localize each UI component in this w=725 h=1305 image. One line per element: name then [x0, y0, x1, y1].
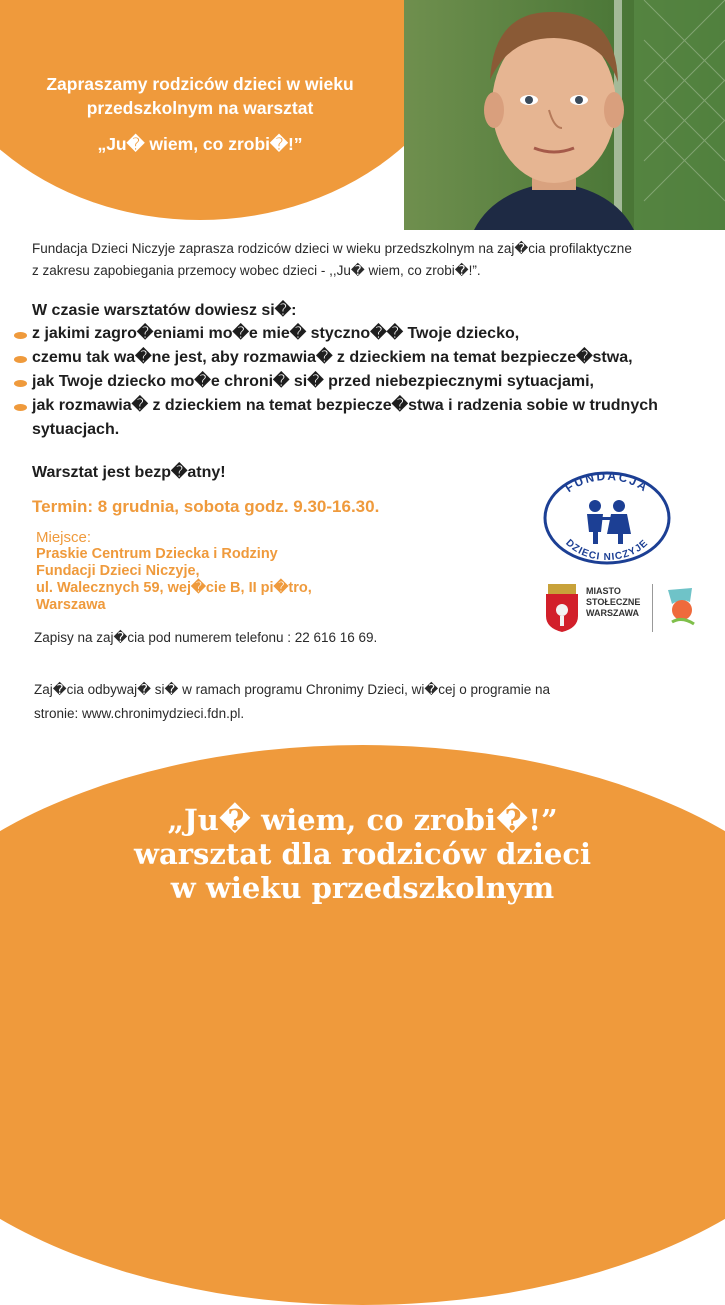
- list-item: [14, 370, 714, 394]
- fundacja-dzieci-niczyje-logo: [541, 470, 673, 566]
- free-workshop-text: Warsztat jest bezp�atny!: [32, 464, 226, 481]
- footer-line-3: w wieku przedszkolnym: [170, 871, 555, 905]
- list-item: [14, 394, 714, 442]
- header-quote: „Ju� wiem, co zrobi�!”: [97, 134, 303, 154]
- city-line-2: STOŁECZNE: [586, 597, 641, 607]
- city-name-text: [586, 586, 640, 619]
- boy-portrait-image: [404, 0, 725, 230]
- learn-list: [14, 322, 714, 442]
- place-label: Miejsce:: [36, 529, 92, 546]
- footer-line-1: „Ju� wiem, co zrobi�!”: [167, 803, 558, 837]
- program-line-2: stronie: www.chronimydzieci.fdn.pl.: [34, 706, 245, 721]
- logo-top-text: FUNDACJA: [562, 470, 652, 496]
- intro-line-2: z zakresu zapobiegania przemocy wobec dzieci - ,,Ju� wiem, co zrobi�!”.: [32, 263, 481, 278]
- warszawa-city-logo: [540, 580, 710, 636]
- intro-line-1: Fundacja Dzieci Niczyje zaprasza rodziców dzieci w wieku przedszkolnym na zaj�cia profilaktyczne: [32, 241, 632, 256]
- learn-heading: W czasie warsztatów dowiesz si�:: [32, 302, 297, 319]
- city-line-3: WARSZAWA: [586, 608, 639, 618]
- program-line-1: Zaj�cia odbywaj� si� w ramach programu Chronimy Dzieci, wi�cej o programie na: [34, 682, 551, 697]
- list-item-text: z jakimi zagro�eniami mo�e mie� styczno�� Twoje dziecko,: [32, 325, 520, 342]
- signup-phone-text: Zapisy na zaj�cia pod numerem telefonu : 22 616 16 69.: [34, 630, 378, 645]
- place-line-3: ul. Walecznych 59, wej�cie B, II pi�tro,: [36, 580, 312, 596]
- orange-bullet-icon: [14, 380, 27, 387]
- termin-date: Termin: 8 grudnia, sobota godz. 9.30-16.30.: [32, 497, 380, 516]
- orange-bullet-icon: [14, 332, 27, 339]
- place-line-4: Warszawa: [36, 597, 106, 613]
- boy-photo: [404, 0, 725, 230]
- program-info: [34, 678, 634, 726]
- list-item-text: jak Twoje dziecko mo�e chroni� si� przed niebezpiecznymi sytuacjami,: [32, 373, 594, 390]
- logo-bottom-text: DZIECI NICZYJE: [563, 537, 651, 564]
- place-address: [36, 546, 312, 614]
- program-mascot-icon: [662, 586, 702, 630]
- footer-line-2: warsztat dla rodziców dzieci: [133, 837, 592, 871]
- warsaw-coat-of-arms-icon: [542, 582, 582, 634]
- list-item-text: jak rozmawia� z dzieckiem na temat bezpiecze�stwa i radzenia sobie w trudnych sytuacjach.: [32, 397, 658, 438]
- header-line-2: przedszkolnym na warsztat: [86, 98, 314, 118]
- orange-bullet-icon: [14, 356, 27, 363]
- list-item: [14, 346, 714, 370]
- list-item-text: czemu tak wa�ne jest, aby rozmawia� z dzieckiem na temat bezpiecze�stwa,: [32, 349, 633, 366]
- intro-paragraph: [32, 238, 712, 282]
- list-item: [14, 322, 714, 346]
- orange-bullet-icon: [14, 404, 27, 411]
- place-line-1: Praskie Centrum Dziecka i Rodziny: [36, 546, 278, 562]
- footer-title: [0, 803, 725, 905]
- logo-divider: [652, 584, 653, 632]
- header-invitation: [0, 72, 400, 156]
- city-line-1: MIASTO: [586, 586, 621, 596]
- header-line-1: Zapraszamy rodziców dzieci w wieku: [46, 74, 354, 94]
- place-line-2: Fundacji Dzieci Niczyje,: [36, 563, 200, 579]
